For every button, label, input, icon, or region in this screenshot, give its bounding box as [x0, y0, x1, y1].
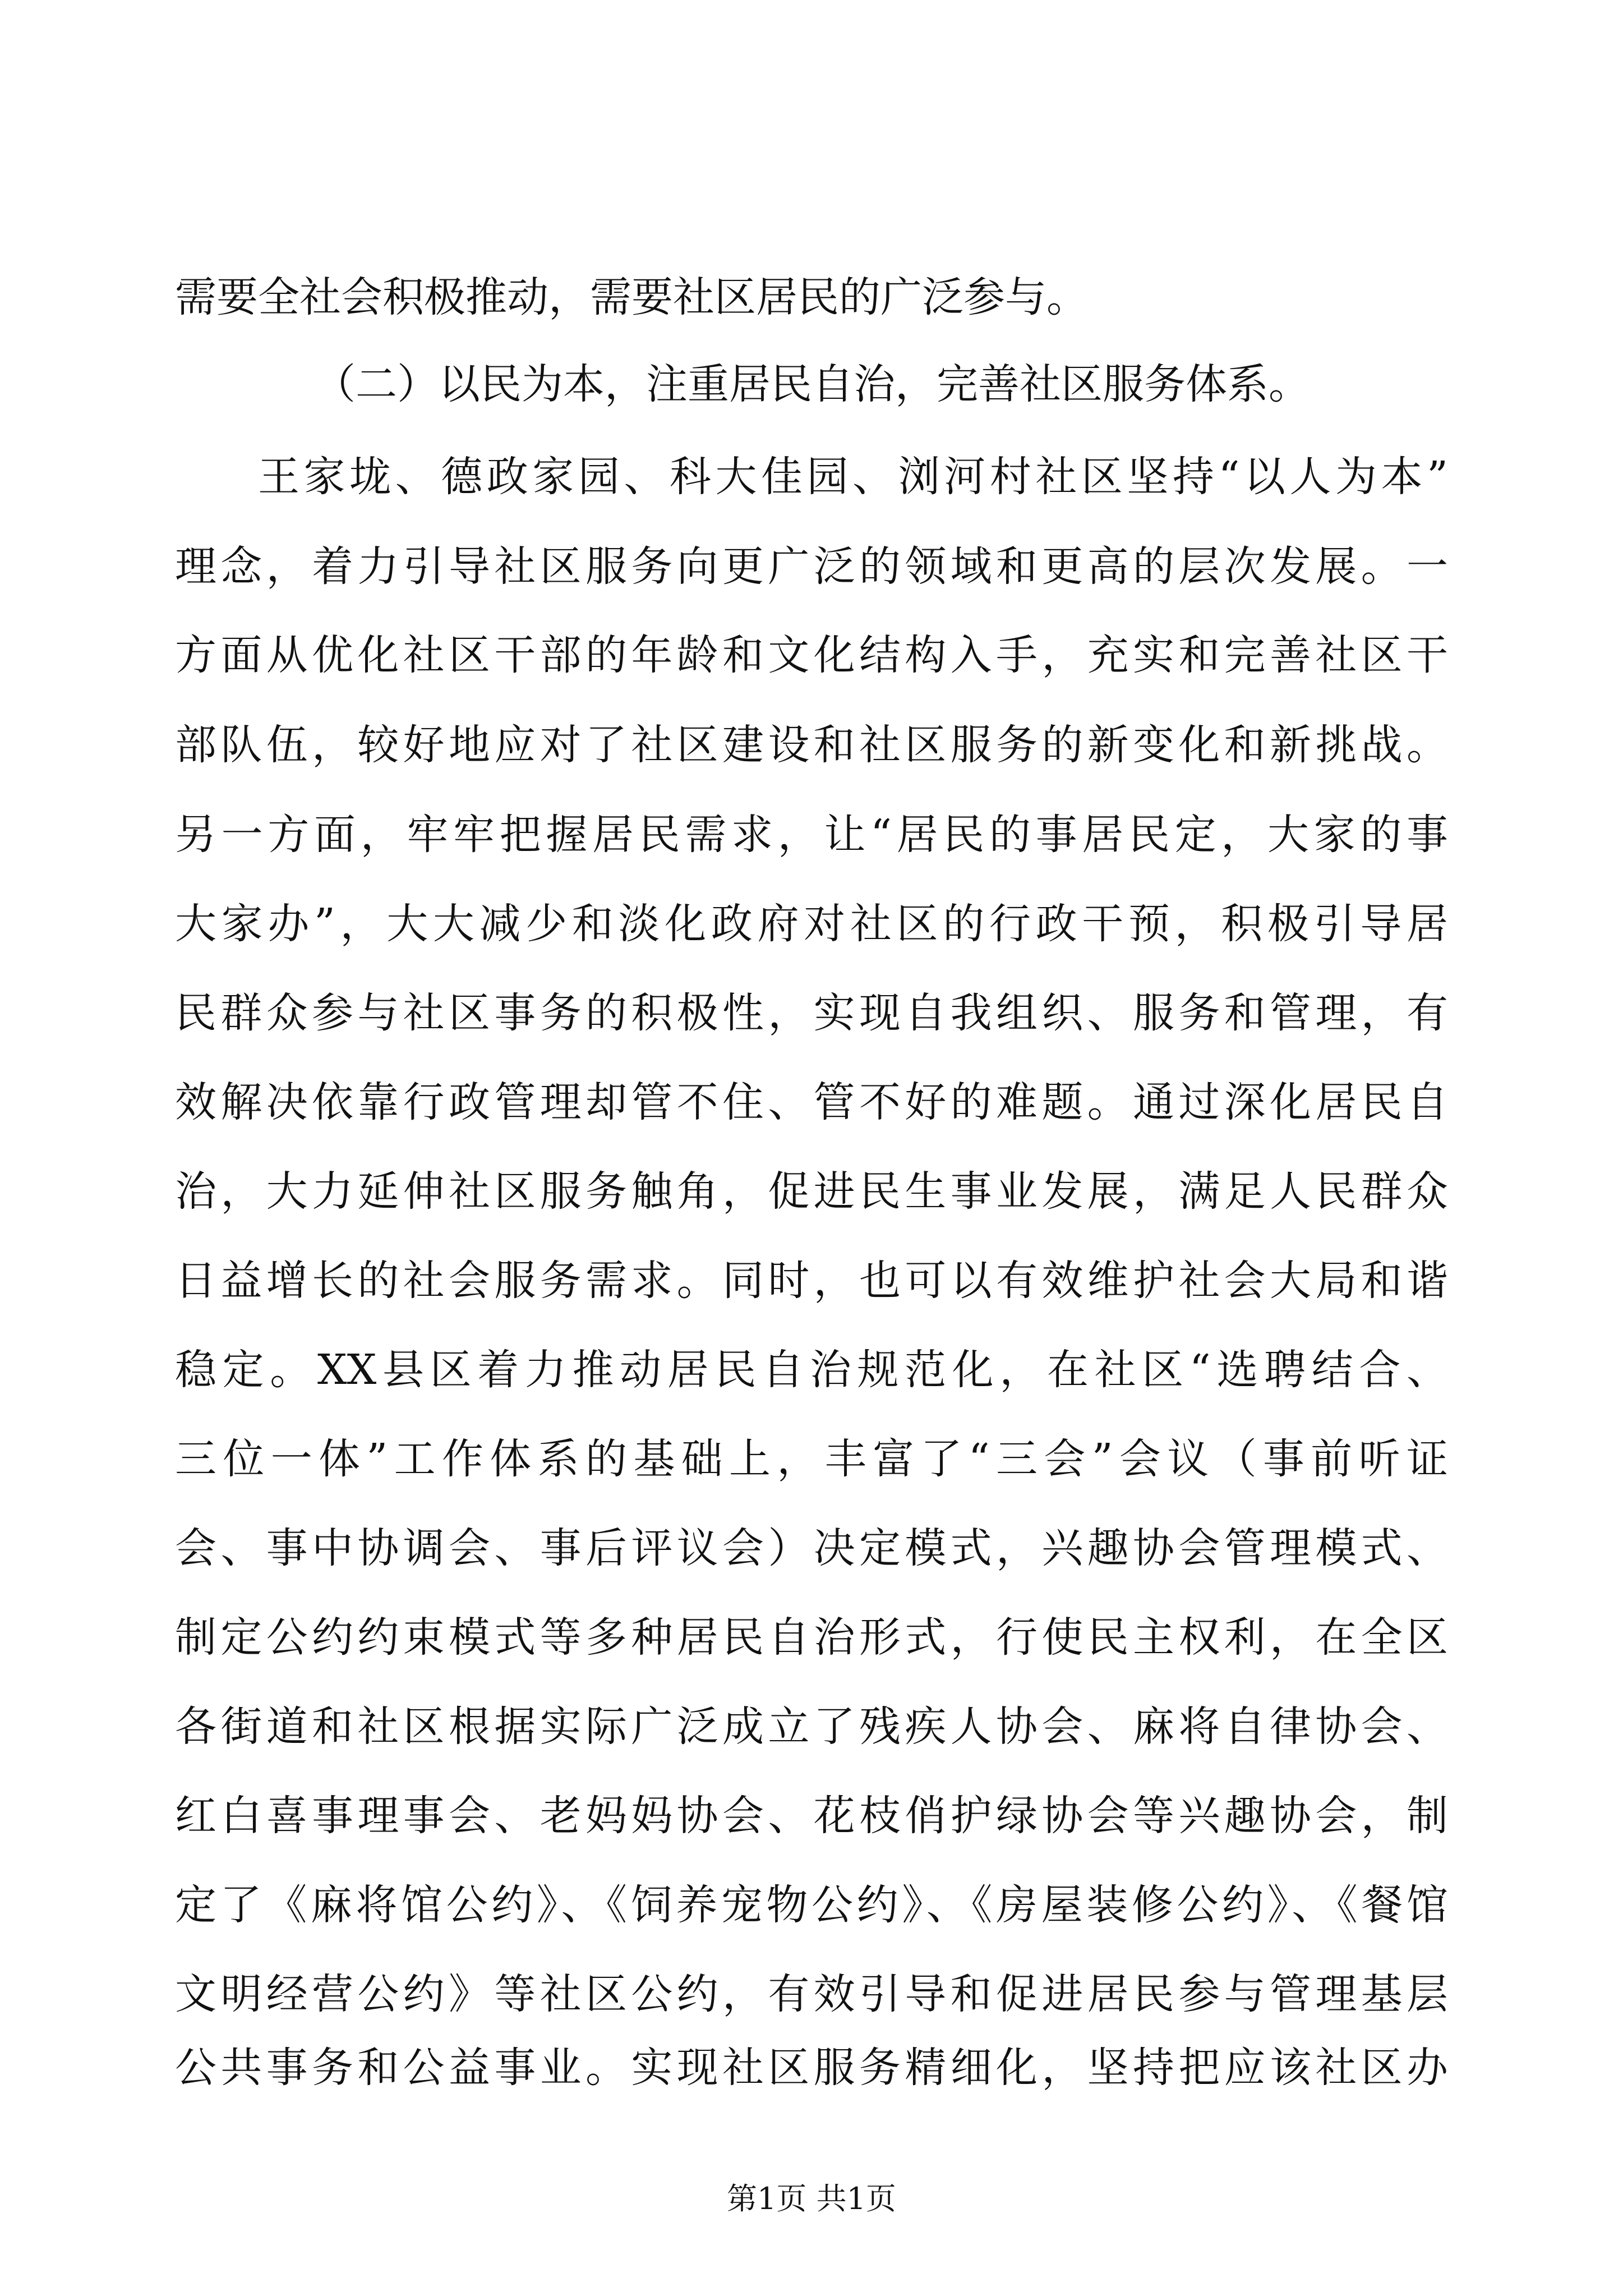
paragraph-line: 定了《麻将馆公约》、《饲养宠物公约》、《房屋装修公约》、《餐馆 — [175, 1881, 1448, 1929]
section-heading: （二）以民为本，注重居民自治，完善社区服务体系。 — [314, 360, 1310, 408]
paragraph-line: 大家办”，大大减少和淡化政府对社区的行政干预，积极引导居 — [175, 900, 1448, 948]
paragraph-line: 日益增长的社会服务需求。同时，也可以有效维护社会大局和谐 — [175, 1257, 1448, 1305]
paragraph-line: 红白喜事理事会、老妈妈协会、花枝俏护绿协会等兴趣协会，制 — [175, 1792, 1448, 1840]
paragraph-line: 稳定。XX县区着力推动居民自治规范化，在社区“选聘结合、 — [175, 1346, 1448, 1394]
paragraph-line: 部队伍，较好地应对了社区建设和社区服务的新变化和新挑战。 — [175, 721, 1448, 769]
paragraph-line: 会、事中协调会、事后评议会）决定模式，兴趣协会管理模式、 — [175, 1524, 1448, 1572]
paragraph-line: 文明经营公约》等社区公约，有效引导和促进居民参与管理基层 — [175, 1970, 1448, 2018]
paragraph-line: 另一方面，牢牢把握居民需求，让“居民的事居民定，大家的事 — [175, 811, 1448, 859]
page-footer: 第1页 共1页 — [727, 2181, 896, 2216]
paragraph-line: 效解决依靠行政管理却管不住、管不好的难题。通过深化居民自 — [175, 1078, 1448, 1126]
paragraph-line: 各街道和社区根据实际广泛成立了残疾人协会、麻将自律协会、 — [175, 1703, 1448, 1751]
paragraph-line: 公共事务和公益事业。实现社区服务精细化，坚持把应该社区办 — [175, 2044, 1448, 2092]
paragraph-line: 制定公约约束模式等多种居民自治形式，行使民主权利，在全区 — [175, 1613, 1448, 1662]
paragraph-line: 民群众参与社区事务的积极性，实现自我组织、服务和管理，有 — [175, 989, 1448, 1037]
paragraph-line: 理念，着力引导社区服务向更广泛的领域和更高的层次发展。一 — [175, 542, 1448, 591]
paragraph-line: 治，大力延伸社区服务触角，促进民生事业发展，满足人民群众 — [175, 1167, 1448, 1216]
paragraph-line: 三位一体”工作体系的基础上，丰富了“三会”会议（事前听证 — [175, 1435, 1448, 1483]
paragraph-line: 方面从优化社区干部的年龄和文化结构入手，充实和完善社区干 — [175, 631, 1448, 679]
paragraph-line: 需要全社会积极推动，需要社区居民的广泛参与。 — [175, 273, 1088, 321]
paragraph-line: 王家垅、德政家园、科大佳园、浏河村社区坚持“以人为本” — [258, 453, 1448, 501]
